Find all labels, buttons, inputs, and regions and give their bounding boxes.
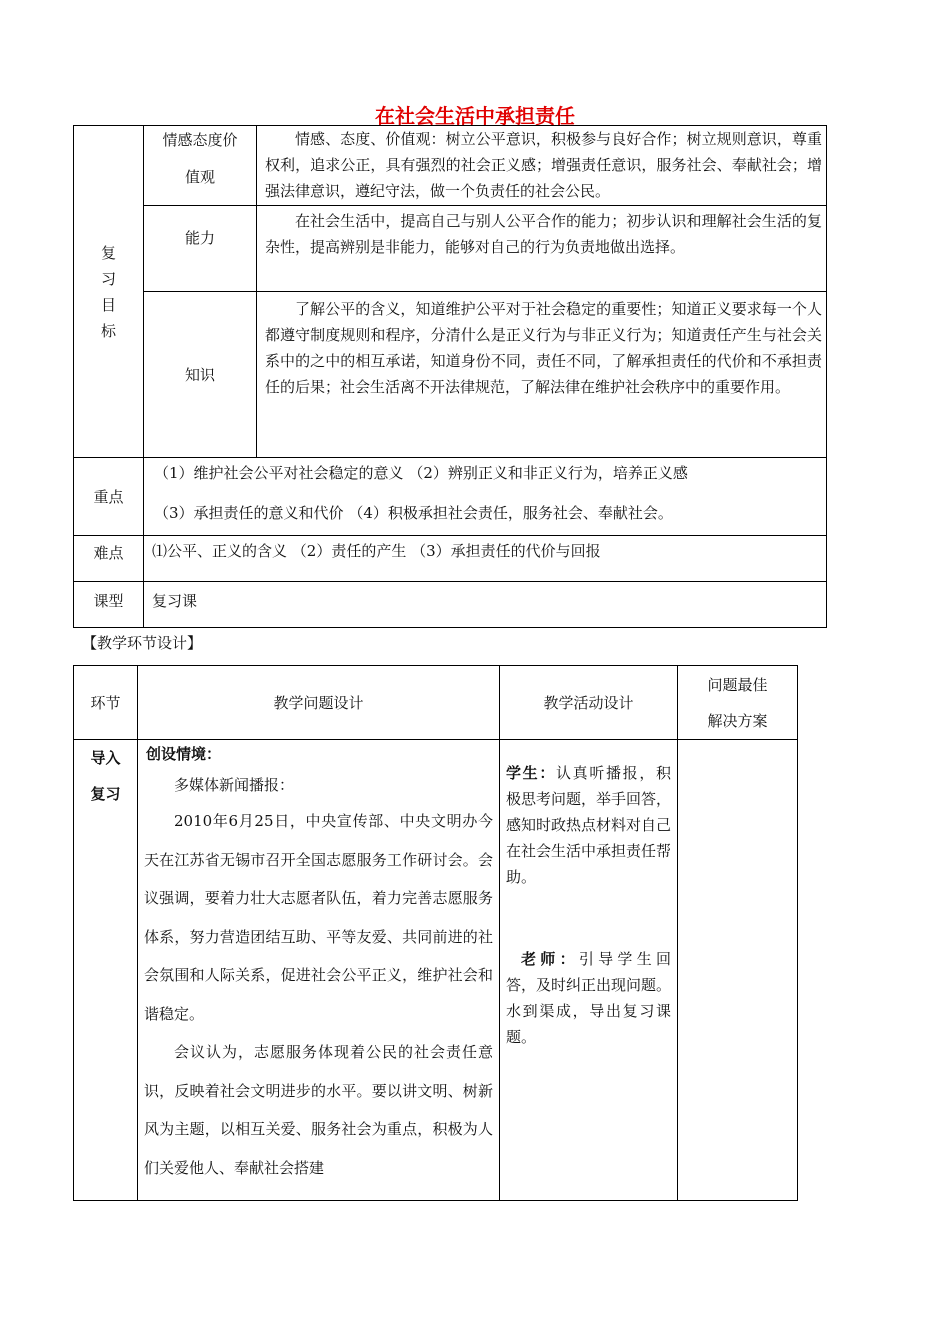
question-para-1: 多媒体新闻播报： (174, 776, 295, 794)
category-attitude: 情感态度价 值观 (144, 126, 257, 206)
header-activity: 教学活动设计 (500, 666, 678, 740)
category-knowledge: 知识 (144, 292, 257, 458)
difficulties-label: 难点 (74, 536, 144, 582)
lesson-type-content: 复习课 (144, 582, 827, 628)
key-points-content: （1）维护社会公平对社会稳定的意义 （2）辨别正义和非正义行为，培养正义感 （3）承担责任的意义和代价 （4）积极承担社会责任，服务社会、奉献社会。 (144, 458, 827, 536)
design-table (73, 665, 798, 1201)
ability-text: 在社会生活中，提高自己与别人公平合作的能力；初步认识和理解社会生活的复杂性，提高辨别是非能力，能够对自己的行为负责地做出选择。 (257, 206, 827, 292)
header-solution: 问题最佳 解决方案 (678, 666, 798, 740)
key-points-label: 重点 (74, 458, 144, 536)
teacher-activity: 老师：引导学生回答，及时纠正出现问题。水到渠成，导出复习课题。 (506, 950, 672, 1046)
question-para-3: 会议认为，志愿服务体现着公民的社会责任意识，反映着社会文明进步的水平。要以讲文明、树新风为主题，以相互关爱、服务社会为重点，积极为人们关爱他人、奉献社会搭建 (144, 1043, 493, 1177)
stage-cell: 导入 复习 (74, 740, 138, 1201)
category-ability: 能力 (144, 206, 257, 292)
objectives-table (73, 125, 827, 628)
header-stage: 环节 (74, 666, 138, 740)
page-title: 在社会生活中承担责任 (375, 104, 575, 128)
question-cell (138, 740, 500, 1201)
question-para-2: 2010年6月25日，中央宣传部、中央文明办今天在江苏省无锡市召开全国志愿服务工作研讨会。会议强调，要着力壮大志愿者队伍，着力完善志愿服务体系，努力营造团结互助、平等友爱、共同前进的社会氛围和人际关系，促进社会公平正义，维护社会和谐稳定。 (144, 812, 493, 1023)
section-title: 【教学环节设计】 (82, 634, 203, 652)
header-question: 教学问题设计 (138, 666, 500, 740)
question-heading: 创设情境： (146, 745, 222, 763)
attitude-text: 情感、态度、价值观：树立公平意识，积极参与良好合作；树立规则意识，尊重权利，追求公正，具有强烈的社会正义感；增强责任意识，服务社会、奉献社会；增强法律意识，遵纪守法，做一个负责任的社会公民。 (257, 126, 827, 206)
objectives-label: 复 习 目 标 (74, 126, 144, 458)
difficulties-content: ⑴公平、正义的含义 （2）责任的产生 （3）承担责任的代价与回报 (144, 536, 827, 582)
lesson-type-label: 课型 (74, 582, 144, 628)
activity-cell (500, 740, 678, 1201)
knowledge-text: 了解公平的含义，知道维护公平对于社会稳定的重要性；知道正义要求每一个人都遵守制度规则和程序，分清什么是正义行为与非正义行为；知道责任产生与社会关系中的之中的相互承诺，知道身份不同，责任不同，了解承担责任的代价和不承担责任的后果；社会生活离不开法律规范，了解法律在维护社会秩序中的重要作用。 (257, 292, 827, 458)
solution-cell (678, 740, 798, 1201)
student-activity: 学生：认真听播报，积极思考问题，举手回答，感知时政热点材料对自己在社会生活中承担责任帮助。 (506, 764, 672, 886)
